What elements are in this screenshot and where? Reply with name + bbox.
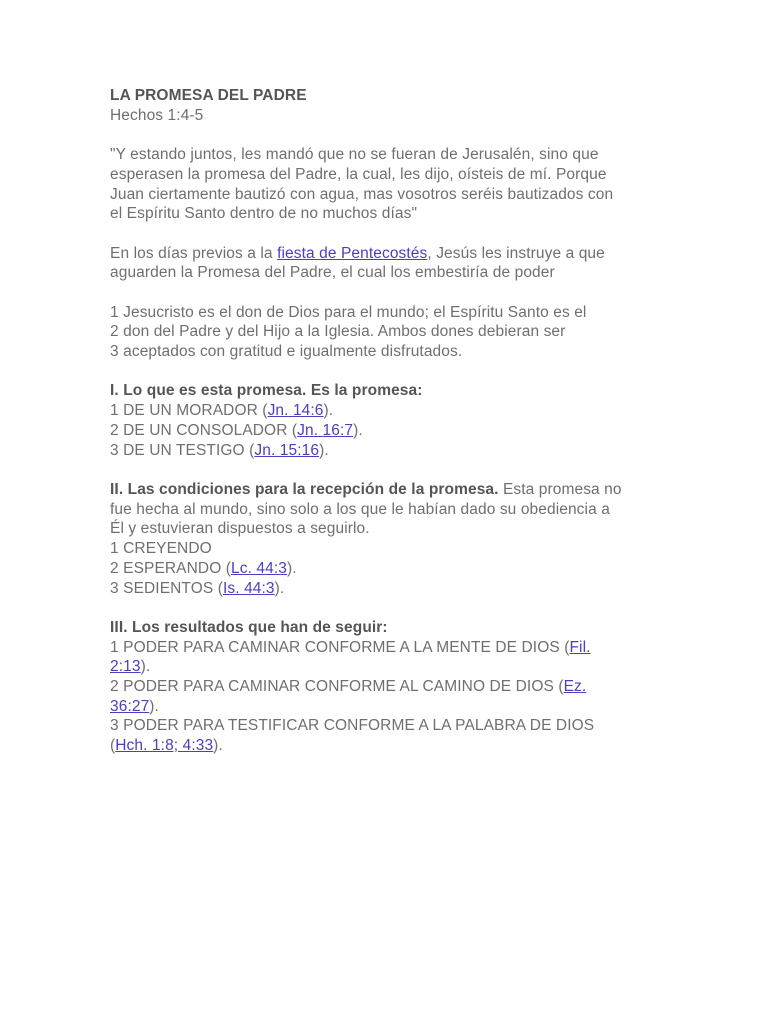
list-item-text: ). xyxy=(353,421,363,439)
quote-line: "Y estando juntos, les mandó que no se fueran de Jerusalén, sino que xyxy=(110,146,599,164)
list-item-text: ). xyxy=(286,559,297,577)
list-item xyxy=(110,638,670,658)
list-item-text: 3 DE UN TESTIGO ( xyxy=(110,441,255,459)
list-item-text: 1 DE UN MORADOR ( xyxy=(110,402,268,420)
list-item: 1 CREYENDO xyxy=(110,540,212,558)
section-2-text-line: Él y estuvieran dispuestos a seguirlo. xyxy=(110,520,370,538)
list-item-continuation xyxy=(110,736,670,756)
scripture-link[interactable]: Fil. xyxy=(569,638,591,656)
list-item-text: 2 PODER PARA CAMINAR CONFORME AL CAMINO DE DIOS ( xyxy=(110,678,564,695)
quote-line: esperasen la promesa del Padre, la cual, les dijo, oísteis de mí. Porque xyxy=(110,165,607,183)
list-item-text: ). xyxy=(323,402,334,420)
section-2-heading: II. Las condiciones para la recepción de la promesa. xyxy=(110,480,499,498)
list-item: 3 PODER PARA TESTIFICAR CONFORME A LA PALABRA DE DIOS xyxy=(110,717,595,735)
section-2-text: Esta promesa no xyxy=(498,480,622,498)
scripture-link[interactable]: Lc. 44:3 xyxy=(231,559,287,577)
pentecost-link[interactable]: fiesta de Pentecostés xyxy=(277,244,428,262)
scripture-link[interactable]: Jn. 15:16 xyxy=(254,441,320,459)
scripture-link[interactable]: 36:27 xyxy=(110,697,150,715)
intro-text: , Jesús les instruye a que xyxy=(427,244,605,262)
gift-line: 3 aceptados con gratitud e igualmente disfrutados. xyxy=(110,343,463,361)
section-2-text-line: fue hecha al mundo, sino solo a los que le habían dado su obediencia a xyxy=(110,500,610,518)
intro-paragraph xyxy=(110,244,670,283)
list-item-text: 2 ESPERANDO ( xyxy=(110,559,232,577)
list-item-text: ). xyxy=(213,737,223,755)
intro-line-1 xyxy=(110,244,670,264)
quote-line: el Espíritu Santo dentro de no muchos días" xyxy=(110,205,418,223)
scripture-link[interactable]: Is. 44:3 xyxy=(223,579,275,597)
list-item-text: ). xyxy=(149,697,159,715)
list-item-text: ). xyxy=(140,658,151,676)
list-item-text: 1 PODER PARA CAMINAR CONFORME A LA MENTE DE DIOS ( xyxy=(110,638,570,656)
list-item xyxy=(110,441,670,461)
list-item xyxy=(110,401,670,421)
section-1-heading: I. Lo que es esta promesa. Es la promesa: xyxy=(110,382,423,400)
scripture-reference: Hechos 1:4-5 xyxy=(110,106,204,124)
scripture-quote xyxy=(110,145,670,224)
quote-line: Juan ciertamente bautizó con agua, mas vosotros seréis bautizados con xyxy=(110,185,614,203)
scripture-link[interactable]: Jn. 16:7 xyxy=(297,421,354,439)
document-title: LA PROMESA DEL PADRE xyxy=(110,87,307,104)
intro-line-2: aguarden la Promesa del Padre, el cual los embestiría de poder xyxy=(110,264,555,282)
scripture-link[interactable]: Jn. 14:6 xyxy=(267,402,324,420)
gift-paragraph xyxy=(110,303,670,362)
scripture-link[interactable]: Ez. xyxy=(563,678,587,695)
list-item xyxy=(110,677,670,697)
list-item-continuation xyxy=(110,657,670,677)
list-item xyxy=(110,579,670,599)
gift-line: 1 Jesucristo es el don de Dios para el mundo; el Espíritu Santo es el xyxy=(110,303,587,321)
title-block xyxy=(110,86,670,125)
intro-text: En los días previos a la xyxy=(110,244,278,262)
list-item-text: 2 DE UN CONSOLADOR ( xyxy=(110,421,298,439)
list-item-text: 3 SEDIENTOS ( xyxy=(110,579,223,597)
scripture-link[interactable]: 2:13 xyxy=(110,658,141,676)
document-body xyxy=(110,86,670,776)
section-2-heading-line xyxy=(110,480,670,500)
list-item-text: ). xyxy=(319,441,329,459)
section-1 xyxy=(110,381,670,460)
list-item xyxy=(110,421,670,441)
gift-line: 2 don del Padre y del Hijo a la Iglesia. Ambos dones debieran ser xyxy=(110,323,566,341)
list-item xyxy=(110,559,670,579)
list-item-text: ( xyxy=(110,737,116,755)
section-3 xyxy=(110,618,670,756)
scripture-link[interactable]: Hch. 1:8; 4:33 xyxy=(115,737,214,755)
section-2 xyxy=(110,480,670,598)
section-3-heading: III. Los resultados que han de seguir: xyxy=(110,618,388,636)
list-item-continuation xyxy=(110,697,670,717)
list-item-text: ). xyxy=(274,579,285,597)
